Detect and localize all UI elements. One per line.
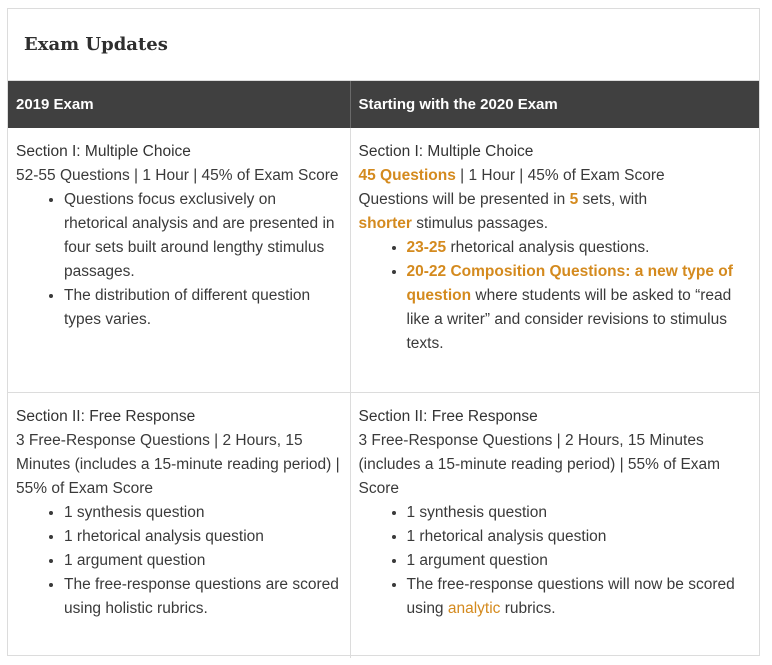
list-item: • Questions focus exclusively on rhetorical analysis and are presented in four sets built around lengthy stimulus passages. [64, 188, 342, 284]
bullet-list [359, 501, 752, 621]
list-item: • 1 synthesis question [407, 501, 752, 525]
list-item: • The distribution of different question types varies. [64, 284, 342, 332]
list-item-text: rubrics. [500, 600, 556, 617]
bullet-list [359, 236, 752, 356]
list-item: • The free-response questions are scored using holistic rubrics. [64, 573, 342, 621]
list-item: • 1 synthesis question [64, 501, 342, 525]
card-title: Exam Updates [8, 9, 759, 81]
bullet-list [16, 188, 342, 332]
exam-updates-card [7, 8, 760, 656]
highlight-text: shorter [358, 215, 412, 232]
list-item: • 1 rhetorical analysis question [407, 525, 752, 549]
exam-comparison-table [8, 81, 759, 658]
cell-2020-free-response [350, 393, 759, 659]
list-item [407, 236, 752, 260]
bullet-list [16, 501, 342, 621]
shorter-post: stimulus passages. [411, 215, 549, 232]
highlight-text: analytic [447, 600, 501, 617]
section-summary: 3 Free-Response Questions | 2 Hours, 15 Minutes (includes a 15-minute reading period) | 55% of Exam Score [358, 432, 721, 497]
sets-pre: Questions will be presented in [358, 191, 570, 208]
section-heading: Section I: Multiple Choice [16, 143, 191, 160]
cell-2019-multiple-choice [8, 128, 350, 393]
table-header-row [8, 81, 759, 128]
section-heading: Section I: Multiple Choice [358, 143, 534, 160]
column-header-2019: 2019 Exam [8, 81, 350, 128]
list-item-text: rhetorical analysis questions. [446, 239, 650, 256]
section-summary [359, 164, 752, 188]
sets-post: sets, with [578, 191, 648, 208]
list-item-text: The free-response questions will now be scored using [406, 576, 735, 617]
table-row [8, 128, 759, 393]
list-item-text: where students will be asked to “read like a writer” and consider revisions to stimulus texts. [406, 287, 732, 352]
list-item [407, 260, 752, 356]
sets-description [359, 188, 752, 236]
summary-rest: | 1 Hour | 45% of Exam Score [455, 167, 665, 184]
highlight-text: 45 Questions [358, 167, 456, 184]
list-item: • 1 argument question [407, 549, 752, 573]
section-heading: Section II: Free Response [16, 408, 196, 425]
highlight-text: 5 [569, 191, 579, 208]
column-header-2020: Starting with the 2020 Exam [350, 81, 759, 128]
cell-2020-multiple-choice [350, 128, 759, 393]
section-summary: 3 Free-Response Questions | 2 Hours, 15 Minutes (includes a 15-minute reading period) | 55% of Exam Score [16, 432, 340, 497]
section-summary: 52-55 Questions | 1 Hour | 45% of Exam Score [16, 167, 339, 184]
cell-2019-free-response [8, 393, 350, 659]
highlight-text: 23-25 [406, 239, 447, 256]
list-item [407, 573, 752, 621]
table-row [8, 393, 759, 659]
list-item: • 1 rhetorical analysis question [64, 525, 342, 549]
list-item: • 1 argument question [64, 549, 342, 573]
highlight-text: 20-22 Composition Questions: a new type of question [406, 263, 733, 304]
section-heading: Section II: Free Response [358, 408, 538, 425]
